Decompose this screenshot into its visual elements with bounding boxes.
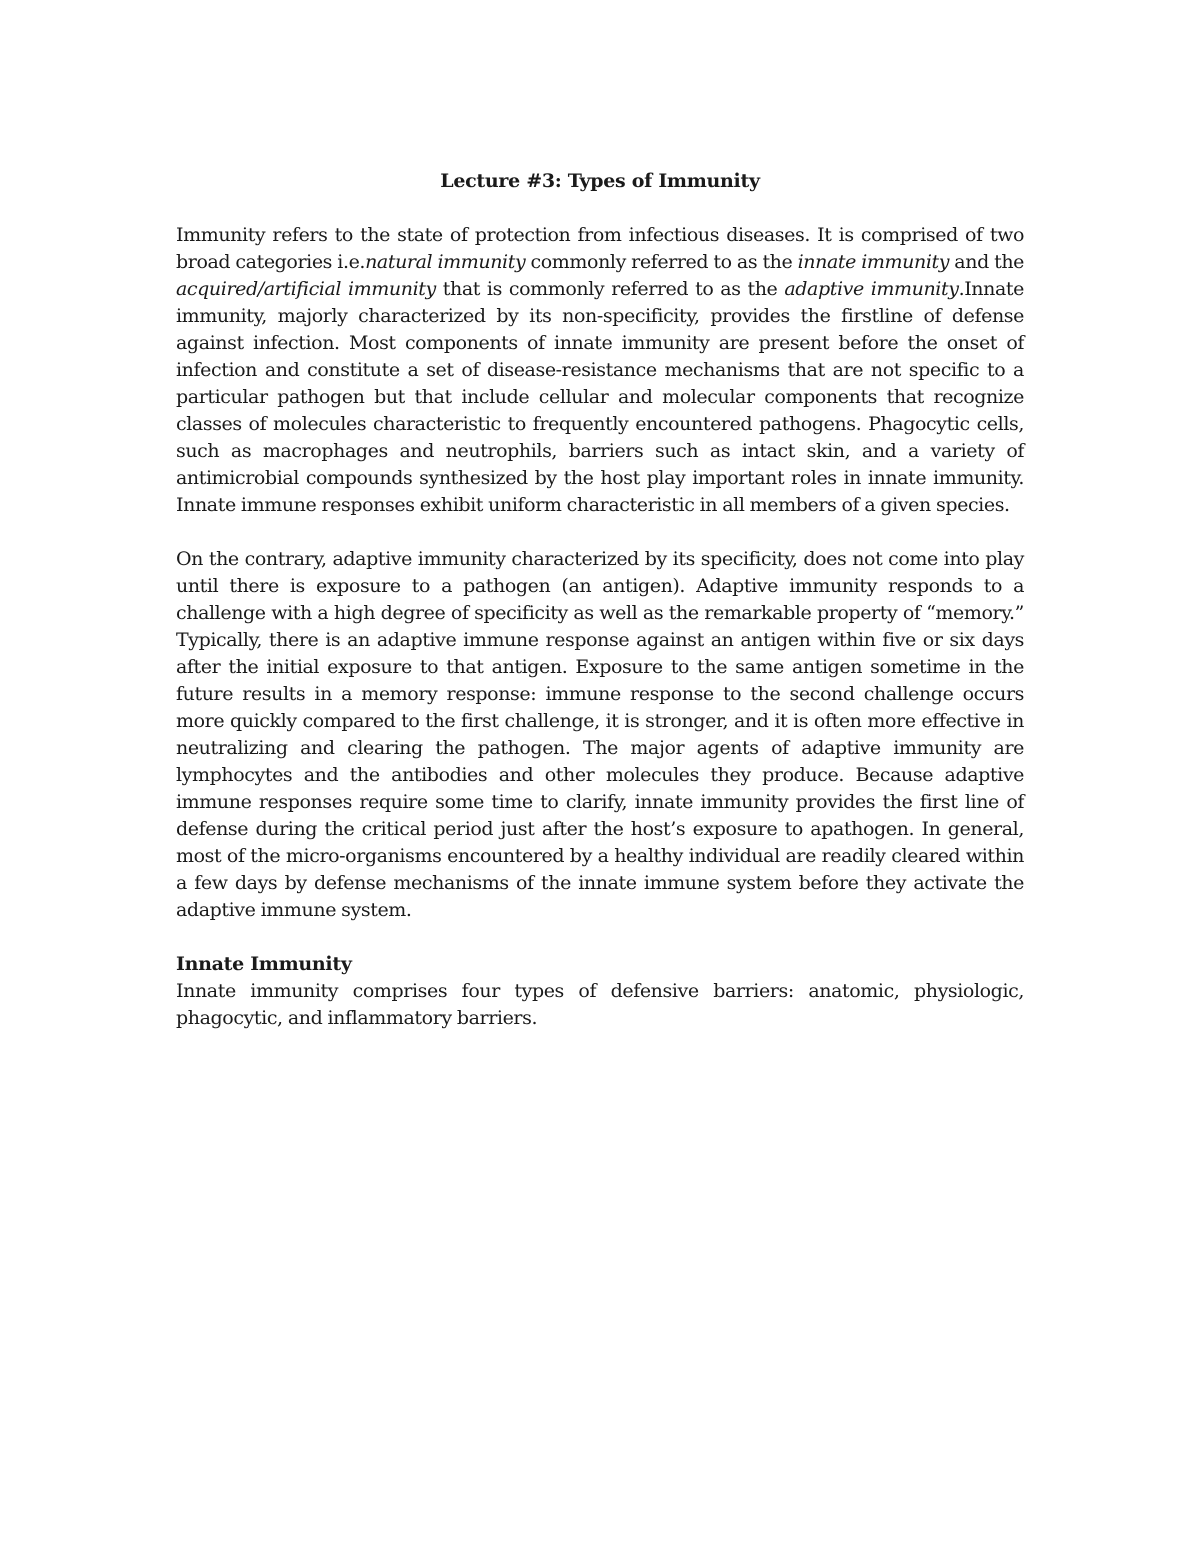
document-page	[176, 168, 1024, 1032]
paragraph-adaptive: On the contrary, adaptive immunity characterized by its specificity, does not come into play until there is exposure to a pathogen (an antigen). Adaptive immunity responds to a challenge with a high degree of specificity as well as the remarkable property of “memory.” Typically, there is an adaptive immune response against an antigen within five or six days after the initial exposure to that antigen. Exposure to the same antigen sometime in the future results in a memory response: immune response to the second challenge occurs more quickly compared to the first challenge, it is stronger, and it is often more effective in neutralizing and clearing the pathogen. The major agents of adaptive immunity are lymphocytes and the antibodies and other molecules they produce. Because adaptive immune responses require some time to clarify, innate immunity provides the first line of defense during the critical period just after the host’s exposure to apathogen. In general, most of the micro-organisms encountered by a healthy individual are readily cleared within a few days by defense mechanisms of the innate immune system before they activate the adaptive immune system.	[176, 548, 1024, 921]
paragraph-intro-text-5: .Innate immunity, majorly characterized by its non-specificity, provides the firstline of defense against infection. Most components of innate immunity are present before the onset of infection and constitute a set of disease-resistance mechanisms that are not specific to a particular pathogen but that include cellular and molecular components that recognize classes of molecules characteristic to frequently encountered pathogens. Phagocytic cells, such as macrophages and neutrophils, barriers such as intact skin, and a variety of antimicrobial compounds synthesized by the host play important roles in innate immunity. Innate immune responses exhibit uniform characteristic in all members of a given species.	[176, 278, 1024, 516]
paragraph-intro-text-2: commonly referred to as the	[525, 251, 798, 273]
paragraph-innate-barriers: Innate immunity comprises four types of defensive barriers: anatomic, physiologic, phagocytic, and inflammatory barriers.	[176, 980, 1024, 1029]
term-natural-immunity: natural immunity	[365, 251, 526, 273]
page-title: Lecture #3: Types of Immunity	[440, 170, 760, 192]
paragraph-intro-text-1: Immunity refers to the state of protection from infectious diseases. It is comprised of two broad categories i.e.	[176, 224, 1024, 273]
term-adaptive-immunity: adaptive immunity	[784, 278, 959, 300]
term-acquired-immunity: acquired/artificial immunity	[176, 278, 436, 300]
paragraph-intro-text-4: that is commonly referred to as the	[435, 278, 785, 300]
paragraph-intro-text-3: and the	[949, 251, 1025, 273]
section-heading-innate: Innate Immunity	[176, 953, 352, 975]
term-innate-immunity: innate immunity	[797, 251, 950, 273]
paragraph-intro	[176, 222, 1024, 519]
